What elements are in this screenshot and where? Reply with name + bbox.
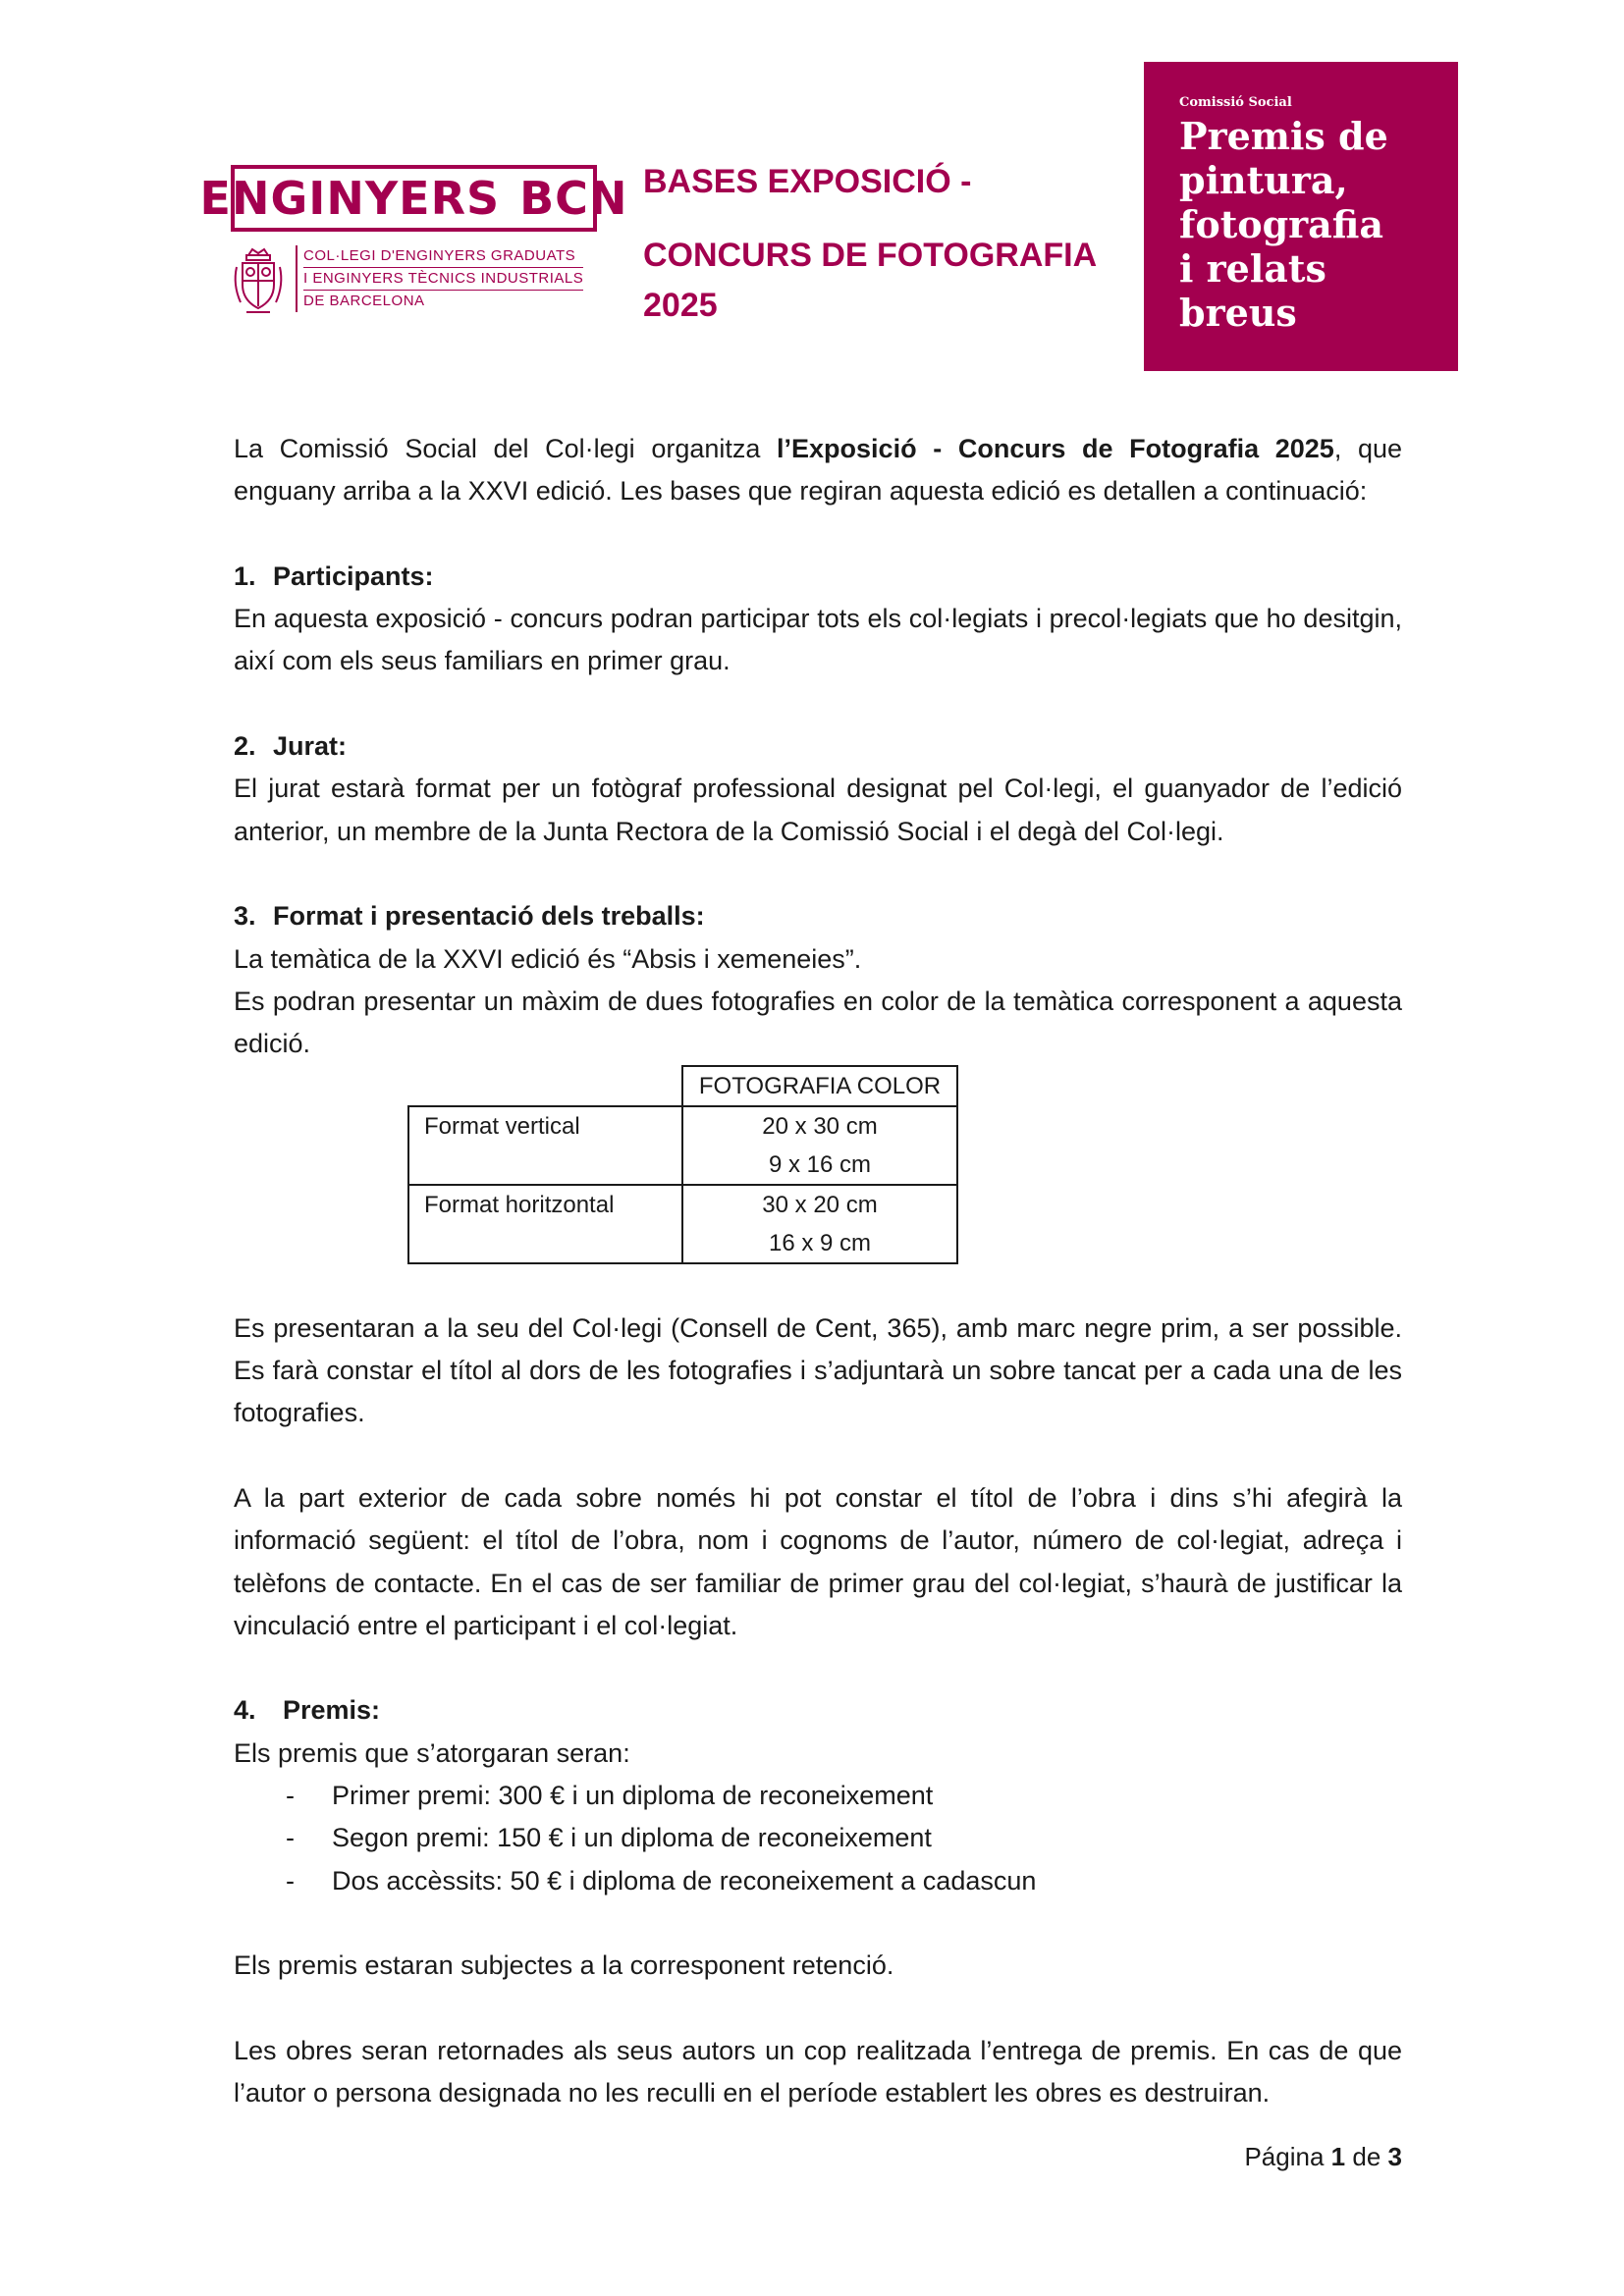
intro-paragraph	[234, 428, 1402, 513]
premis-banner	[1144, 62, 1458, 371]
section-number: 4.	[234, 1695, 256, 1726]
intro-bold: l’Exposició - Concurs de Fotografia 2025	[777, 434, 1334, 463]
list-item: - Segon premi: 150 € i un diploma de reconeixement	[234, 1817, 1402, 1859]
list-item: - Primer premi: 300 € i un diploma de reconeixement	[234, 1775, 1402, 1817]
page-current: 1	[1330, 2142, 1346, 2171]
table-row-sizes	[682, 1185, 957, 1263]
format-delivery-text: Es presentaran a la seu del Col·legi (Consell de Cent, 365), amb marc negre prim, a ser possible. Es farà constar el títol al dors de les fotografies i s’adjuntarà un sobre tancat per a cada una de les fotografies.	[234, 1312, 1402, 1428]
logo-left-word: ENGINYERS	[199, 172, 501, 225]
page-number	[1244, 2142, 1402, 2172]
title-line-1: BASES EXPOSICIÓ -	[643, 163, 972, 200]
section-title: Premis:	[283, 1695, 381, 1726]
document-title	[643, 157, 1097, 331]
table-row-label: Format horitzontal	[408, 1185, 682, 1263]
size-value: 16 x 9 cm	[768, 1230, 872, 1257]
premis-banner-kicker: Comissió Social	[1179, 95, 1292, 110]
premis-banner-heading	[1179, 114, 1458, 335]
section-number: 3.	[234, 901, 256, 932]
table-corner-cell	[408, 1066, 682, 1106]
section-number: 1.	[234, 561, 256, 591]
section-heading-participants	[234, 556, 1402, 598]
section-title: Format i presentació dels treballs:	[273, 901, 705, 932]
logo-line-3: DE BARCELONA	[303, 293, 425, 309]
section-heading-jurat	[234, 725, 1402, 768]
premis-line-1: Premis de	[1179, 114, 1388, 158]
table-row	[408, 1106, 957, 1185]
premis-retorn-text: Les obres seran retornades als seus autors un cop realitzada l’entrega de premis. En cas de que l’autor o persona designada no les reculli en el període establert les obres es destruiran.	[234, 2035, 1402, 2109]
premis-intro-text: Els premis que s’atorgaran seran:	[234, 1737, 630, 1768]
section-title: Participants:	[273, 561, 434, 591]
format-sizes-table	[407, 1065, 958, 1264]
table-row	[408, 1185, 957, 1263]
logo-subtitle	[231, 245, 597, 316]
table-row-label: Format vertical	[408, 1106, 682, 1185]
crest-icon	[231, 245, 286, 316]
logo-wordmark	[199, 165, 628, 232]
premis-line-3: fotografia	[1179, 202, 1384, 246]
logo-institution-name	[296, 245, 583, 312]
size-value: 9 x 16 cm	[768, 1151, 872, 1179]
page-total: 3	[1387, 2142, 1402, 2171]
prize-list	[234, 1775, 1402, 1902]
enginyers-bcn-logo	[199, 165, 628, 316]
format-theme-text: La temàtica de la XXVI edició és “Absis i xemeneies”.	[234, 943, 862, 974]
page-label: Página	[1244, 2142, 1325, 2171]
logo-right-word: BCN	[519, 172, 628, 225]
size-value: 30 x 20 cm	[762, 1192, 878, 1219]
premis-line-2: pintura,	[1179, 158, 1348, 202]
section-heading-format	[234, 895, 1402, 937]
format-count-text: Es podran presentar un màxim de dues fotografies en color de la temàtica corresponent a aquesta edició.	[234, 986, 1402, 1059]
premis-line-4: i relats	[1179, 246, 1326, 291]
list-item: - Dos accèssits: 50 € i diploma de reconeixement a cadascun	[234, 1860, 1402, 1902]
table-header-row	[408, 1066, 957, 1106]
logo-line-2: I ENGINYERS TÈCNICS INDUSTRIALS	[303, 268, 583, 291]
title-line-3: 2025	[643, 287, 718, 324]
size-value: 20 x 30 cm	[762, 1113, 878, 1141]
jurat-text: El jurat estarà format per un fotògraf professional designat pel Col·legi, el guanyador de l’edició anterior, un membre de la Junta Rectora de la Comissió Social i el degà del Col·legi.	[234, 774, 1402, 846]
title-line-2: CONCURS DE FOTOGRAFIA	[643, 237, 1098, 274]
document-body	[234, 428, 1402, 2114]
table-row-sizes	[682, 1106, 957, 1185]
section-number: 2.	[234, 731, 256, 762]
format-envelope-text: A la part exterior de cada sobre només hi pot constar el títol de l’obra i dins s’hi afegirà la informació següent: el títol de l’obra, nom i cognoms de l’autor, número de col·legiat, adreça i telèfons de contacte. En el cas de ser familiar de primer grau del col·legiat, s’haurà de justificar la vinculació entre el participant i el col·legiat.	[234, 1482, 1402, 1640]
table-header-cell: FOTOGRAFIA COLOR	[682, 1066, 957, 1106]
intro-post: , que enguany arriba a la XXVI edició. Les bases que regiran aquesta edició es detallen a continuació:	[234, 434, 1402, 507]
intro-pre: La Comissió Social del Col·legi organitza	[234, 434, 778, 463]
page-of-label: de	[1352, 2142, 1381, 2171]
section-heading-premis	[234, 1689, 1402, 1732]
premis-retencio-text: Els premis estaran subjectes a la corresponent retenció.	[234, 1950, 894, 1981]
logo-line-1: COL·LEGI D'ENGINYERS GRADUATS	[303, 245, 583, 268]
participants-text: En aquesta exposició - concurs podran participar tots els col·legiats i precol·legiats que ho desitgin, així com els seus familiars en primer grau.	[234, 604, 1402, 676]
premis-line-5: breus	[1179, 291, 1297, 335]
section-title: Jurat:	[273, 731, 348, 762]
